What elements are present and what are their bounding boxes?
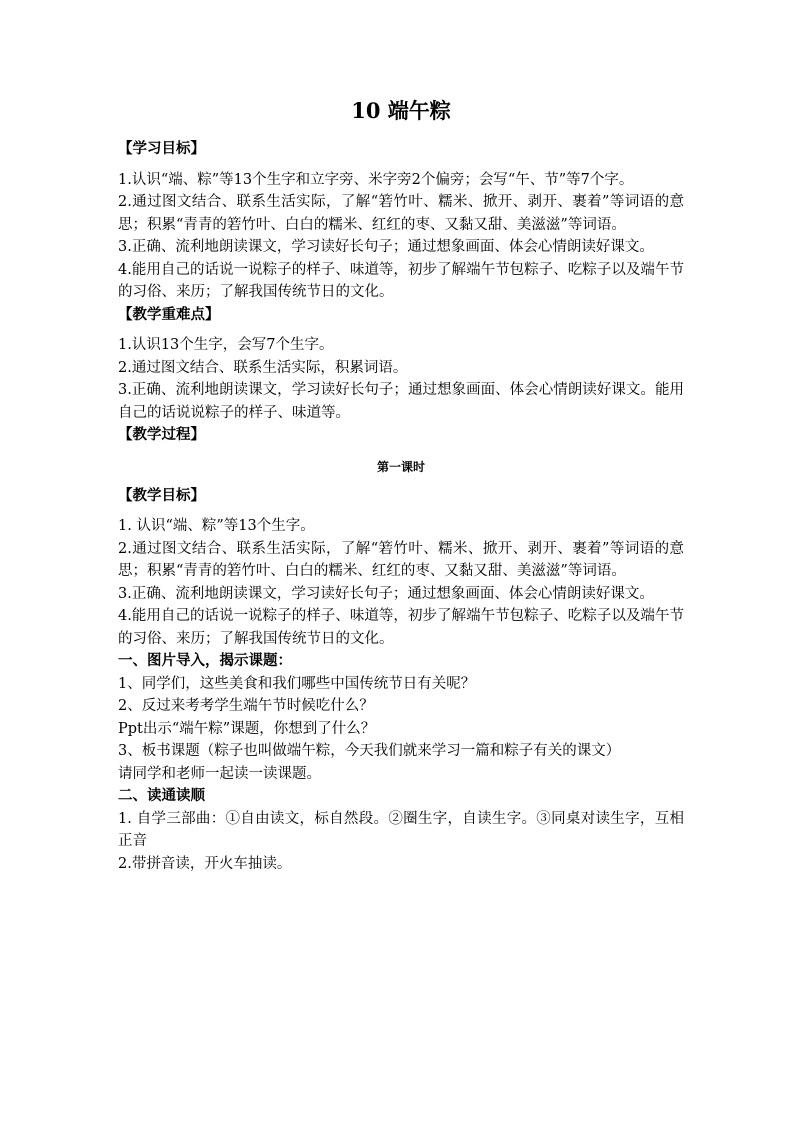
- goal-item: 2.通过图文结合、联系生活实际，了解“箬竹叶、糯米、掀开、剥开、裹着”等词语的意思；积累“青青的箬竹叶、白白的糯米、红红的枣、又黏又甜、美滋滋”等词语。: [118, 194, 684, 233]
- part2-item: 2.带拼音读，开火车抽读。: [118, 855, 292, 872]
- part1-item: Ppt出示“端午粽”课题，你想到了什么？: [118, 720, 376, 737]
- key-points-heading: 【教学重难点】: [118, 305, 220, 323]
- goals-heading: 【学习目标】: [118, 140, 205, 157]
- document-page: [118, 96, 684, 875]
- teach-goal-item: 4.能用自己的话说一说粽子的样子、味道等，初步了解端午节包粽子、吃粽子以及端午节的习俗、来历；了解我国传统节日的文化。: [118, 608, 684, 647]
- key-point-item: 2.通过图文结合、联系生活实际，积累词语。: [118, 359, 408, 376]
- part1-item: 1、同学们，这些美食和我们哪些中国传统节日有关呢？: [118, 675, 476, 692]
- teach-goal-item: 3.正确、流利地朗读课文，学习读好长句子；通过想象画面、体会心情朗读好课文。: [118, 585, 654, 602]
- key-point-item: 1.认识13个生字，会写7个生字。: [118, 337, 334, 353]
- part1-heading: 一、图片导入，揭示课题：: [118, 652, 292, 669]
- goal-item: 1.认识“端、粽”等13个生字和立字旁、米字旁2个偏旁；会写“午、节”等7个字。: [118, 171, 634, 188]
- goal-item: 3.正确、流利地朗读课文，学习读好长句子；通过想象画面、体会心情朗读好课文。: [118, 239, 654, 255]
- part1-item: 2、反过来考考学生端午节时候吃什么？: [118, 698, 374, 714]
- teach-goals-heading: 【教学目标】: [118, 486, 205, 504]
- part1-item: 请同学和老师一起读一读课题。: [118, 765, 321, 782]
- goal-item: 4.能用自己的话说一说粽子的样子、味道等，初步了解端午节包粽子、吃粽子以及端午节的习俗、来历；了解我国传统节日的文化。: [118, 261, 684, 300]
- teach-goal-item: 2.通过图文结合、联系生活实际，了解“箬竹叶、糯米、掀开、剥开、裹着”等词语的意思；积累“青青的箬竹叶、白白的糯米、红红的枣、又黏又甜、美滋滋”等词语。: [118, 540, 684, 579]
- lesson-title: 第一课时: [376, 459, 425, 474]
- part2-item: 1. 自学三部曲：①自由读文，标自然段。②圈生字，自读生字。③同桌对读生字，互相正音: [118, 810, 684, 849]
- key-point-item: 3.正确、流利地朗读课文，学习读好长句子；通过想象画面、体会心情朗读好课文。能用自己的话说说粽子的样子、味道等。: [118, 382, 684, 421]
- part1-item: 3、板书课题（粽子也叫做端午粽，今天我们就来学习一篇和粽子有关的课文）: [118, 743, 621, 759]
- page-title: 10 端午粽: [351, 98, 451, 123]
- part2-heading: 二、读通读顺: [118, 787, 205, 804]
- process-heading: 【教学过程】: [118, 426, 205, 443]
- teach-goal-item: 1. 认识“端、粽”等13个生字。: [118, 518, 315, 534]
